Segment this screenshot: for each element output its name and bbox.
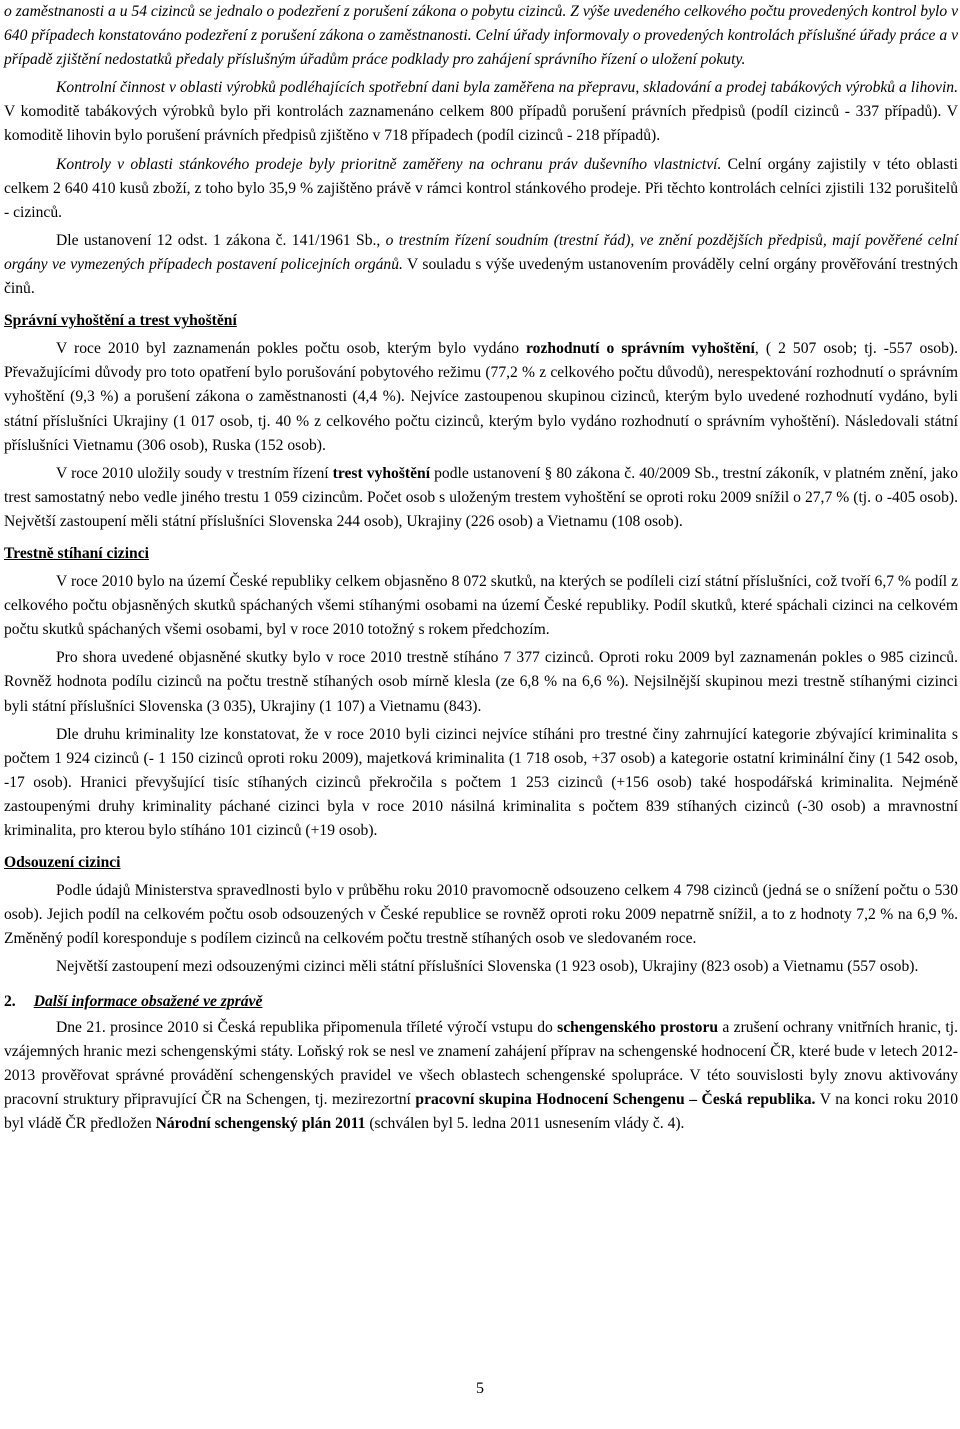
- paragraph-stall-sales: Kontroly v oblasti stánkového prodeje byly prioritně zaměřeny na ochranu práv duševního vlastnictví. Celní orgány zajistily v této oblasti celkem 2 640 410 kusů zboží, z toho bylo 35,9 % zajištěno právě v rámci kontrol stánkového prodeje. Při těchto kontrolách celníci zjistili 132 porušitelů - cizinců.: [4, 155, 958, 221]
- paragraph-customs-inspections: o zaměstnanosti a u 54 cizinců se jednalo o podezření z porušení zákona o pobytu cizinců. Z výše uvedeného celkového počtu provedených kontrol bylo v 640 případech konstatováno podezření z porušení zákona o zaměstnanosti. Celní úřady informovaly o provedených kontrolách příslušné úřady práce a v případě zjištění nedostatků předaly příslušným úřadům práce podklady pro zahájení správního řízení o uložení pokuty.: [4, 3, 958, 69]
- paragraph-criminal-procedure: Dle ustanovení 12 odst. 1 zákona č. 141/1961 Sb., o trestním řízení soudním (trestní řád), ve znění pozdějších předpisů, mají pověřené celní orgány ve vymezených případech postavení policejních orgánů. V souladu s výše uvedeným ustanovením prováděly celní orgány prověřování trestných činů.: [4, 231, 959, 298]
- paragraph-convictions: Podle údajů Ministerstva spravedlnosti bylo v průběhu roku 2010 pravomocně odsouzeno celkem 4 798 cizinců (jedná se o snížení počtu o 530 osob). Jejich podíl na celkovém počtu osob odsouzených v České republice se rovněž oproti roku 2009 nepatrně snížil, a to z hodnoty 7,2 % na 6,9 %. Změněný podíl koresponduje s podílem cizinců na celkovém počtu trestně stíhaných osob ve sledovaném roce.: [4, 882, 958, 948]
- heading-expulsion: Správní vyhoštění a trest vyhoštění: [4, 312, 237, 330]
- section-title: Další informace obsažené ve zprávě: [33, 992, 263, 1010]
- paragraph-expulsion-sentence: V roce 2010 uložily soudy v trestním řízení trest vyhoštění podle ustanovení § 80 zákona č. 40/2009 Sb., trestní zákoník, v platném znění, jako trest samostatný nebo vedle jiného trestu 1 059 cizincům. Počet osob s uloženým trestem vyhoštění se oproti roku 2009 snížil o 27,7 % (tj. o -405 osob). Největší zastoupení měli státní příslušníci Slovenska 244 osob), Ukrajiny (226 osob) a Vietnamu (108 osob).: [4, 464, 958, 530]
- heading-convicted-foreigners: Odsouzení cizinci: [4, 854, 121, 872]
- paragraph-solved-offences: V roce 2010 bylo na území České republiky celkem objasněno 8 072 skutků, na kterých se podíleli cizí státní příslušníci, což tvoří 6,7 % podíl z celkového počtu objasněných skutků spáchaných všemi stíhanými osobami na území České republiky. Podíl skutků, které spáchali cizinci na celkovém počtu skutků spáchaných všemi osobami, byl v roce 2010 totožný s rokem předchozím.: [4, 573, 958, 639]
- paragraph-schengen: Dne 21. prosince 2010 si Česká republika připomenula tříleté výročí vstupu do schengenského prostoru a zrušení ochrany vnitřních hranic, tj. vzájemných hranic mezi schengenskými státy. Loňský rok se nesl ve znamení zahájení příprav na schengenské hodnocení ČR, které bude v letech 2012-2013 prověřovat správné provádění schengenských pravidel ve všech oblastech schengenské spolupráce. V této souvislosti byly znovu aktivovány pracovní struktury připravující ČR na Schengen, tj. mezirezortní pracovní skupina Hodnocení Schengenu – Česká republika. V na konci roku 2010 byl vládě ČR předložen Národní schengenský plán 2011 (schválen byl 5. ledna 2011 usnesením vlády č. 4).: [4, 1018, 959, 1133]
- paragraph-prosecuted-count: Pro shora uvedené objasněné skutky bylo v roce 2010 trestně stíháno 7 377 cizinců. Oproti roku 2009 byl zaznamenán pokles o 985 cizinců. Rovněž hodnota podílu cizinců na počtu trestně stíhaných osob mírně klesla (ze 6,8 % na 6,6 %). Nejsilnější skupinou mezi trestně stíhanými cizinci byli státní příslušníci Slovenska (3 035), Ukrajiny (1 107) a Vietnamu (843).: [4, 649, 958, 715]
- paragraph-crime-types: Dle druhu kriminality lze konstatovat, že v roce 2010 byli cizinci nejvíce stíháni pro trestné činy zahrnující kategorie zbývající kriminalita s počtem 1 924 cizinců (- 1 150 cizinců oproti roku 2009), majetková kriminalita (1 718 osob, +37 osob) a kategorie ostatní kriminální činy (1 542 osob, -17 osob). Hranici převyšující tisíc stíhaných cizinců překročila s počtem 1 253 cizinců (+156 osob) také hospodářská kriminalita. Nejméně zastoupenými druhy kriminality páchané cizinci byla v roce 2010 násilná kriminalita s počtem 839 stíhaných cizinců (-30 osob) a mravnostní kriminalita, pro kterou bylo stíháno 101 cizinců (+19 osob).: [4, 725, 958, 839]
- paragraph-administrative-expulsion: V roce 2010 byl zaznamenán pokles počtu osob, kterým bylo vydáno rozhodnutí o správním vyhoštění, ( 2 507 osob; tj. -557 osob). Převažujícími důvody pro toto opatření bylo porušování pobytového režimu (77,2 % z celkového počtu důvodů), nerespektování rozhodnutí o správním vyhoštění (9,3 %) a porušení zákona o zaměstnanosti (4,4 %). Nejvíce zastoupenou skupinou cizinců, kterým bylo uvedené rozhodnutí vydáno, byli státní příslušníci Ukrajiny (1 017 osob, tj. 40 % z celkového počtu cizinců, kterým bylo vydáno rozhodnutí o správním vyhoštění). Následovali státní příslušníci Vietnamu (306 osob), Ruska (152 osob).: [4, 340, 958, 454]
- section-number: 2.: [4, 992, 16, 1010]
- document-page: [4, 0, 958, 1136]
- page-number: 5: [476, 1380, 484, 1397]
- heading-prosecuted-foreigners: Trestně stíhaní cizinci: [4, 544, 149, 562]
- paragraph-convicted-nationalities: Největší zastoupení mezi odsouzenými cizinci měli státní příslušníci Slovenska (1 923 osob), Ukrajiny (823 osob) a Vietnamu (557 osob).: [56, 958, 919, 976]
- paragraph-excise-goods: Kontrolní činnost v oblasti výrobků podléhajících spotřební dani byla zaměřena na přepravu, skladování a prodej tabákových výrobků a lihovin. V komoditě tabákových výrobků bylo při kontrolách zaznamenáno celkem 800 případů porušení právních předpisů (podíl cizinců - 337 případů). V komoditě lihovin bylo porušení právních předpisů zjištěno v 718 případech (podíl cizinců - 218 případů).: [4, 79, 958, 145]
- heading-section-2: [4, 990, 958, 1014]
